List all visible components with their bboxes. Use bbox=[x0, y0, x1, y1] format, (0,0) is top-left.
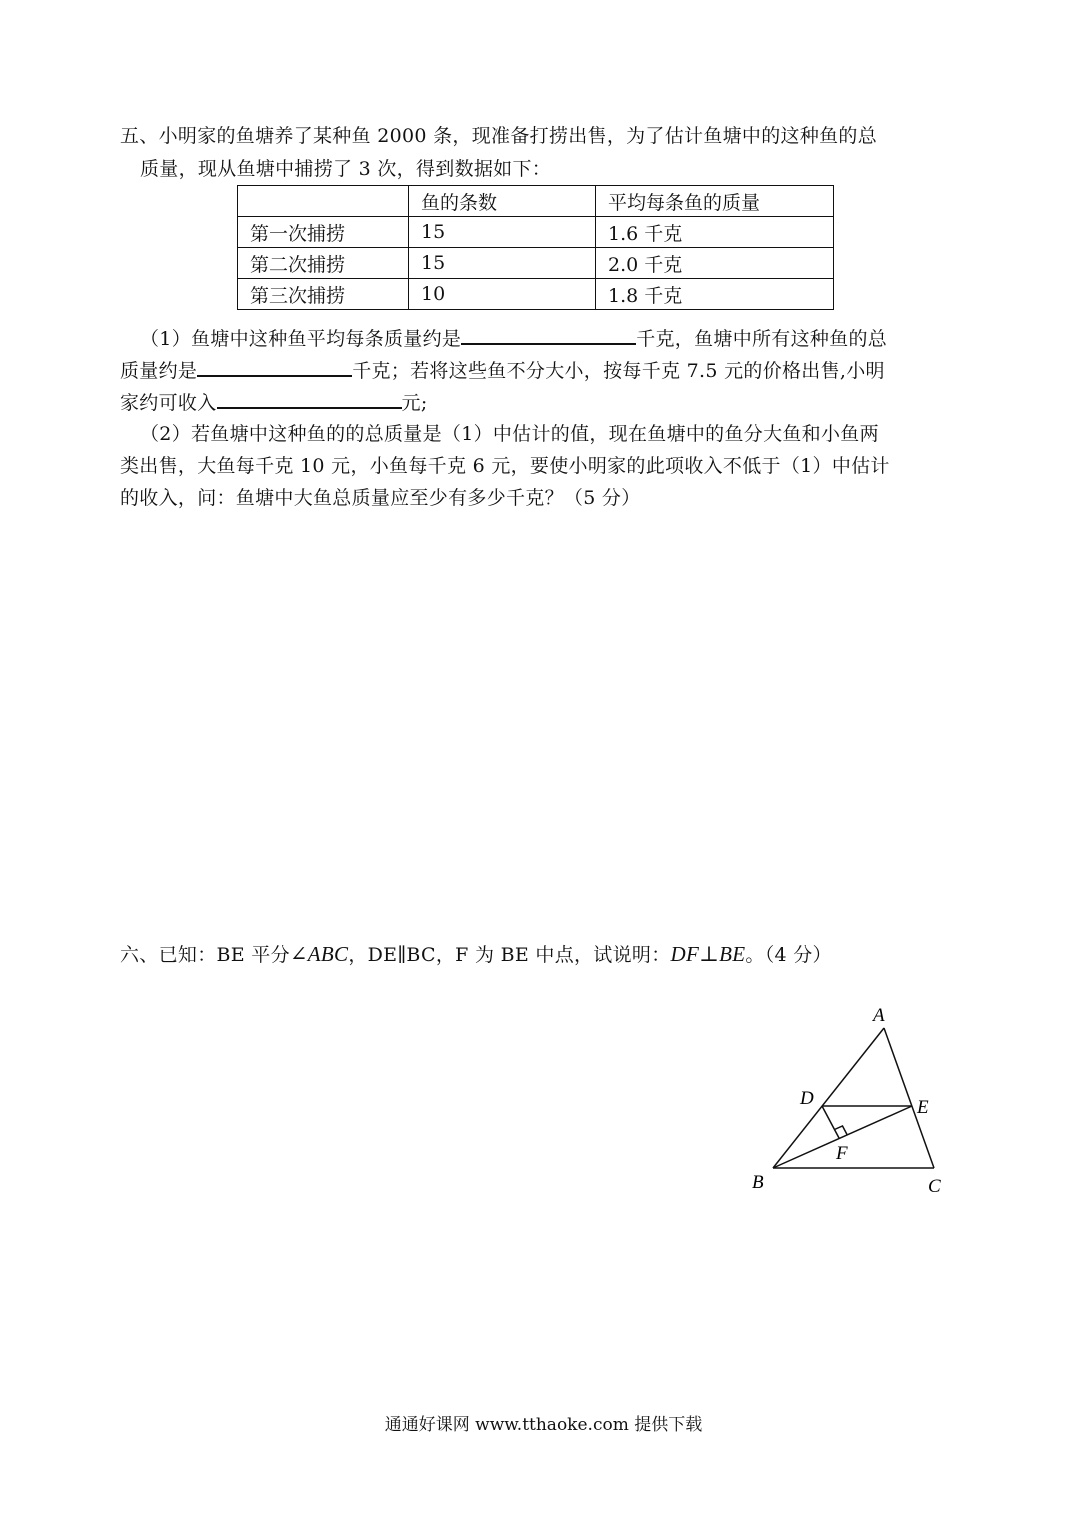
q5-part1-line1 bbox=[140, 325, 887, 351]
q6-text: 。（4 分） bbox=[745, 944, 832, 966]
table-row bbox=[238, 217, 834, 248]
segment-ab bbox=[773, 1028, 884, 1168]
q6-text: 六、已知：BE 平分 bbox=[120, 944, 290, 966]
q6-statement bbox=[120, 942, 832, 967]
q5-part2-line2: 类出售，大鱼每千克 10 元，小鱼每千克 6 元，要使小明家的此项收入不低于（1）中估计 bbox=[120, 455, 890, 477]
table-cell: 1.6 千克 bbox=[596, 217, 834, 248]
table-cell: 1.8 千克 bbox=[596, 279, 834, 310]
label-d: D bbox=[800, 1088, 814, 1109]
q5-part1-line3 bbox=[120, 389, 428, 415]
table-cell: 第一次捕捞 bbox=[238, 217, 409, 248]
q5-part1-text: 家约可收入 bbox=[120, 392, 217, 414]
q5-part1-text: （1）鱼塘中这种鱼平均每条质量约是 bbox=[140, 328, 462, 350]
angle-abc: ∠ABC bbox=[289, 942, 349, 966]
table-cell: 2.0 千克 bbox=[596, 248, 834, 279]
table-header-cell bbox=[238, 186, 409, 217]
page-footer: 通通好课网 www.tthaoke.com 提供下载 bbox=[384, 1415, 703, 1435]
answer-blank-income[interactable] bbox=[217, 389, 402, 409]
table-cell: 10 bbox=[409, 279, 596, 310]
label-e: E bbox=[917, 1097, 929, 1118]
table-header-row bbox=[238, 186, 834, 217]
table-cell: 第二次捕捞 bbox=[238, 248, 409, 279]
label-c: C bbox=[928, 1176, 941, 1197]
table-row bbox=[238, 248, 834, 279]
q5-part2-line3: 的收入，问：鱼塘中大鱼总质量应至少有多少千克？（5 分） bbox=[120, 487, 641, 509]
label-b: B bbox=[752, 1172, 764, 1193]
q5-part1-text: 千克；若将这些鱼不分大小，按每千克 7.5 元的价格出售,小明 bbox=[352, 360, 885, 382]
q5-part1-text: 质量约是 bbox=[120, 360, 198, 382]
q5-part2-line1: （2）若鱼塘中这种鱼的的总质量是（1）中估计的值，现在鱼塘中的鱼分大鱼和小鱼两 bbox=[140, 423, 879, 445]
answer-blank-total-mass[interactable] bbox=[197, 357, 352, 377]
q6-text: ，DE∥BC，F 为 BE 中点，试说明： bbox=[348, 944, 671, 966]
q5-part1-line2 bbox=[120, 357, 885, 383]
table-row bbox=[238, 279, 834, 310]
table-cell: 15 bbox=[409, 217, 596, 248]
claim-df-perp-be: DF⊥BE bbox=[670, 942, 746, 966]
q5-part1-text: 元; bbox=[401, 392, 428, 414]
table-cell: 第三次捕捞 bbox=[238, 279, 409, 310]
triangle-figure bbox=[740, 1000, 960, 1210]
table-header-cell: 平均每条鱼的质量 bbox=[596, 186, 834, 217]
table-header-cell: 鱼的条数 bbox=[409, 186, 596, 217]
answer-blank-avg-mass[interactable] bbox=[461, 325, 636, 345]
fish-data-table bbox=[237, 185, 834, 310]
q5-part1-text: 千克，鱼塘中所有这种鱼的总 bbox=[636, 328, 888, 350]
label-f: F bbox=[836, 1143, 848, 1164]
q5-line2: 质量，现从鱼塘中捕捞了 3 次，得到数据如下： bbox=[140, 158, 552, 180]
table-cell: 15 bbox=[409, 248, 596, 279]
label-a: A bbox=[873, 1005, 885, 1026]
segment-df bbox=[822, 1106, 839, 1138]
q5-line1: 五、小明家的鱼塘养了某种鱼 2000 条，现准备打捞出售，为了估计鱼塘中的这种鱼的总 bbox=[120, 125, 878, 147]
